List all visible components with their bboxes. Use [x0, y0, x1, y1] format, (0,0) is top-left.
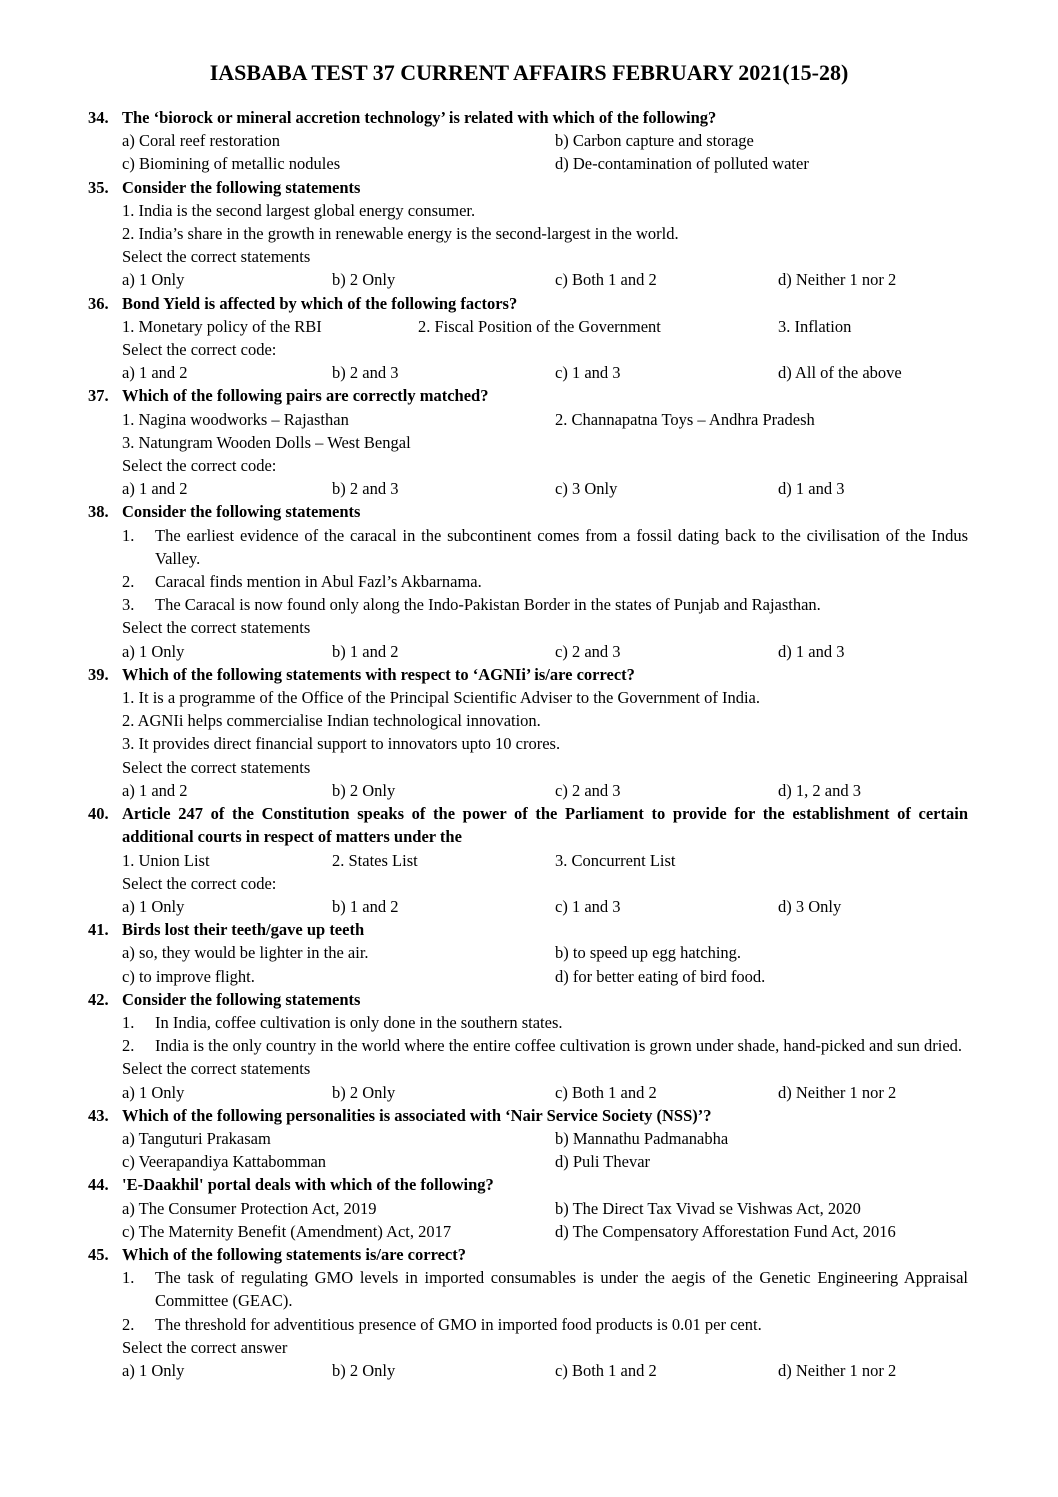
question-heading: Consider the following statements	[122, 177, 361, 197]
question-number: 37.	[88, 386, 109, 406]
question	[88, 1243, 968, 1382]
list-item	[122, 524, 968, 570]
option-cell: a) Tanguturi Prakasam	[122, 1128, 271, 1148]
option-cell: 1. Monetary policy of the RBI	[122, 316, 322, 336]
options-row	[122, 965, 968, 988]
options-row	[122, 895, 968, 918]
question-heading: Which of the following statements is/are correct?	[122, 1244, 466, 1264]
list-item-text: The Caracal is now found only along the Indo-Pakistan Border in the states of Punjab and Rajasthan.	[155, 595, 821, 615]
question	[88, 802, 968, 918]
question-number: 43.	[88, 1105, 109, 1125]
option-cell: a) The Consumer Protection Act, 2019	[122, 1198, 377, 1218]
option-cell: b) 2 Only	[332, 1360, 396, 1380]
question-body	[122, 500, 968, 662]
list-item-text: Caracal finds mention in Abul Fazl’s Akbarnama.	[155, 572, 482, 592]
option-cell: 2. Fiscal Position of the Government	[418, 316, 661, 336]
option-cell: d) Neither 1 nor 2	[778, 1360, 897, 1380]
statement-line: 1. India is the second largest global energy consumer.	[122, 200, 476, 220]
question-body	[122, 663, 968, 802]
list-item-text: The threshold for adventitious presence of GMO in imported food products is 0.01 per cent.	[155, 1314, 762, 1334]
option-cell: c) The Maternity Benefit (Amendment) Act, 2017	[122, 1221, 452, 1241]
list-item	[122, 1266, 968, 1312]
option-cell: c) Veerapandiya Kattabomman	[122, 1152, 327, 1172]
question-number: 38.	[88, 502, 109, 522]
option-cell: c) 1 and 3	[555, 363, 621, 383]
option-cell: 2. States List	[332, 850, 418, 870]
option-cell: a) 1 Only	[122, 641, 185, 661]
option-cell: d) Neither 1 nor 2	[778, 1082, 897, 1102]
option-cell: d) 3 Only	[778, 896, 842, 916]
option-cell: b) 2 Only	[332, 780, 396, 800]
question-body	[122, 292, 968, 385]
question	[88, 1104, 968, 1174]
option-cell: d) Neither 1 nor 2	[778, 270, 897, 290]
question-heading: Which of the following statements with respect to ‘AGNIi’ is/are correct?	[122, 664, 635, 684]
option-cell: d) 1 and 3	[778, 479, 845, 499]
question-heading: Birds lost their teeth/gave up teeth	[122, 920, 365, 940]
question-number: 42.	[88, 989, 109, 1009]
question	[88, 106, 968, 176]
option-cell: a) 1 Only	[122, 1360, 185, 1380]
question-body	[122, 1173, 968, 1243]
list-item	[122, 593, 968, 616]
option-cell: d) Puli Thevar	[555, 1152, 651, 1172]
options-row	[122, 779, 968, 802]
options-row	[122, 1081, 968, 1104]
list-item-number: 2.	[122, 572, 135, 592]
question	[88, 918, 968, 988]
question-heading: Which of the following pairs are correctly matched?	[122, 386, 489, 406]
question-body	[122, 1104, 968, 1174]
list-item-text: The earliest evidence of the caracal in the subcontinent comes from a fossil dating back to the civilisation of the Indus Valley.	[155, 525, 968, 568]
question-number: 39.	[88, 664, 109, 684]
options-row	[122, 361, 968, 384]
list-item-text: The task of regulating GMO levels in imported consumables is under the aegis of the Genetic Engineering Appraisal Committee (GEAC).	[155, 1268, 968, 1311]
question-number: 45.	[88, 1244, 109, 1264]
list-item-number: 2.	[122, 1036, 135, 1056]
options-row	[122, 1197, 968, 1220]
question	[88, 384, 968, 500]
question-heading: Consider the following statements	[122, 502, 361, 522]
question-heading: The ‘biorock or mineral accretion technology’ is related with which of the following?	[122, 108, 717, 127]
option-cell: c) to improve flight.	[122, 966, 255, 986]
question-number: 40.	[88, 804, 109, 824]
option-cell: c) 2 and 3	[555, 780, 621, 800]
option-cell: a) 1 Only	[122, 1082, 185, 1102]
statement-line: Select the correct code:	[122, 873, 277, 893]
option-cell: a) 1 Only	[122, 270, 185, 290]
questions-container	[0, 106, 1058, 1382]
question-number: 35.	[88, 177, 109, 197]
options-row	[122, 477, 968, 500]
question	[88, 1173, 968, 1243]
option-cell: 1. Nagina woodworks – Rajasthan	[122, 409, 349, 429]
option-cell: d) for better eating of bird food.	[555, 966, 766, 986]
list-item-text: In India, coffee cultivation is only done in the southern states.	[155, 1012, 563, 1032]
question-heading: Bond Yield is affected by which of the following factors?	[122, 293, 518, 313]
option-cell: b) 2 and 3	[332, 479, 399, 499]
option-cell: b) Carbon capture and storage	[555, 131, 754, 151]
question-body	[122, 918, 968, 988]
question-body	[122, 106, 968, 176]
statement-line: 3. Natungram Wooden Dolls – West Bengal	[122, 432, 411, 452]
option-cell: 3. Inflation	[778, 316, 852, 336]
statement-line: Select the correct statements	[122, 757, 311, 777]
question-heading: Article 247 of the Constitution speaks of the power of the Parliament to provide for the establishment of certain additional courts in respect of matters under the	[122, 804, 968, 847]
options-row	[122, 640, 968, 663]
question	[88, 292, 968, 385]
question-number: 44.	[88, 1175, 109, 1195]
option-cell: b) to speed up egg hatching.	[555, 943, 742, 963]
option-cell: c) 1 and 3	[555, 896, 621, 916]
list-item	[122, 1034, 968, 1057]
question-body	[122, 384, 968, 500]
statement-line: 1. It is a programme of the Office of the Principal Scientific Adviser to the Government of India.	[122, 688, 760, 708]
list-item-text: India is the only country in the world where the entire coffee cultivation is grown under shade, hand-picked and sun dried.	[155, 1036, 963, 1056]
option-cell: b) 2 Only	[332, 1082, 396, 1102]
statement-line: Select the correct answer	[122, 1337, 288, 1357]
options-row	[122, 1127, 968, 1150]
option-cell: d) The Compensatory Afforestation Fund Act, 2016	[555, 1221, 896, 1241]
statement-line: 3. It provides direct financial support to innovators upto 10 crores.	[122, 734, 561, 754]
option-cell: b) The Direct Tax Vivad se Vishwas Act, 2020	[555, 1198, 861, 1218]
option-cell: b) 1 and 2	[332, 896, 399, 916]
option-cell: d) 1 and 3	[778, 641, 845, 661]
option-cell: 1. Union List	[122, 850, 210, 870]
options-row	[122, 1220, 968, 1243]
question-body	[122, 802, 968, 918]
option-cell: a) 1 Only	[122, 896, 185, 916]
list-item-number: 2.	[122, 1314, 135, 1334]
statement-line: 2. India’s share in the growth in renewable energy is the second-largest in the world.	[122, 224, 679, 244]
option-cell: 3. Concurrent List	[555, 850, 676, 870]
question	[88, 176, 968, 292]
option-cell: a) 1 and 2	[122, 363, 188, 383]
question	[88, 988, 968, 1104]
options-row	[122, 152, 968, 175]
option-cell: 2. Channapatna Toys – Andhra Pradesh	[555, 409, 815, 429]
option-cell: a) 1 and 2	[122, 780, 188, 800]
question	[88, 500, 968, 662]
list-item	[122, 570, 968, 593]
option-cell: c) 3 Only	[555, 479, 618, 499]
option-cell: c) Biomining of metallic nodules	[122, 154, 341, 174]
options-row	[122, 408, 968, 431]
statement-line: Select the correct code:	[122, 456, 277, 476]
option-cell: c) Both 1 and 2	[555, 1082, 657, 1102]
list-item-number: 1.	[122, 1012, 135, 1032]
list-item-number: 1.	[122, 1268, 135, 1288]
question-body	[122, 988, 968, 1104]
question	[88, 663, 968, 802]
question-number: 41.	[88, 920, 109, 940]
options-row	[122, 315, 968, 338]
statement-line: Select the correct code:	[122, 340, 277, 360]
option-cell: b) 1 and 2	[332, 641, 399, 661]
question-body	[122, 176, 968, 292]
question-number: 36.	[88, 293, 109, 313]
page-title: IASBABA TEST 37 CURRENT AFFAIRS FEBRUARY 2021(15-28)	[209, 60, 849, 85]
option-cell: b) Mannathu Padmanabha	[555, 1128, 729, 1148]
statement-line: 2. AGNIi helps commercialise Indian technological innovation.	[122, 711, 541, 731]
question-heading: 'E-Daakhil' portal deals with which of the following?	[122, 1175, 494, 1195]
option-cell: d) 1, 2 and 3	[778, 780, 861, 800]
option-cell: d) All of the above	[778, 363, 902, 383]
option-cell: a) so, they would be lighter in the air.	[122, 943, 369, 963]
option-cell: b) 2 and 3	[332, 363, 399, 383]
option-cell: c) Both 1 and 2	[555, 1360, 657, 1380]
option-cell: b) 2 Only	[332, 270, 396, 290]
option-cell: a) Coral reef restoration	[122, 131, 281, 151]
options-row	[122, 129, 968, 152]
question-heading: Which of the following personalities is associated with ‘Nair Service Society (NSS)’?	[122, 1105, 712, 1125]
statement-line: Select the correct statements	[122, 1059, 311, 1079]
list-item-number: 3.	[122, 595, 135, 615]
option-cell: c) Both 1 and 2	[555, 270, 657, 290]
options-row	[122, 1150, 968, 1173]
question-heading: Consider the following statements	[122, 989, 361, 1009]
option-cell: d) De-contamination of polluted water	[555, 154, 809, 174]
statement-line: Select the correct statements	[122, 618, 311, 638]
list-item	[122, 1011, 968, 1034]
option-cell: c) 2 and 3	[555, 641, 621, 661]
options-row	[122, 268, 968, 291]
option-cell: a) 1 and 2	[122, 479, 188, 499]
question-number: 34.	[88, 108, 109, 127]
question-body	[122, 1243, 968, 1382]
options-row	[122, 941, 968, 964]
options-row	[122, 1359, 968, 1382]
list-item	[122, 1313, 968, 1336]
options-row	[122, 849, 968, 872]
list-item-number: 1.	[122, 525, 135, 545]
statement-line: Select the correct statements	[122, 247, 311, 267]
